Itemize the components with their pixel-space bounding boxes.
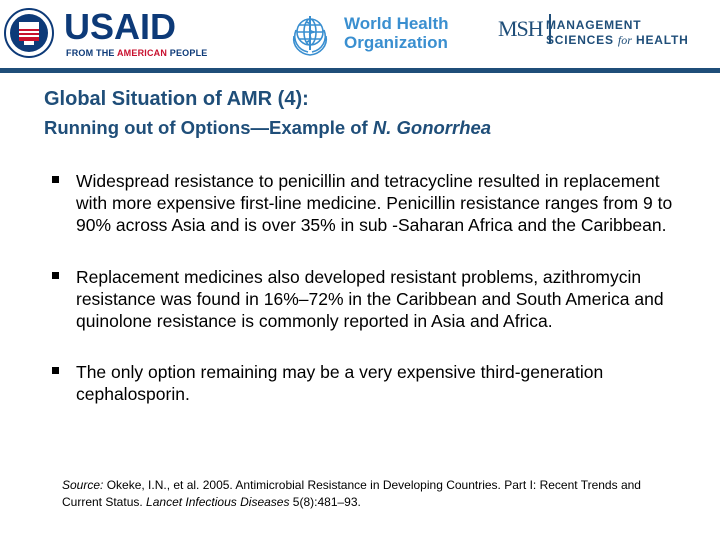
bullet-square-icon [52,272,59,279]
who-logo [286,10,456,58]
usaid-tagline: FROM THE AMERICAN PEOPLE [66,48,208,58]
usaid-logo [4,6,208,60]
bullet-item: Widespread resistance to penicillin and tetracycline resulted in replacement with more expensive first-line medicine. Penicillin resistance ranges from 9 to 90% across Asia and is over 35% in sub -Saharan Africa and the Caribbean. [48,170,688,236]
source-citation: Source: Okeke, I.N., et al. 2005. Antimicrobial Resistance in Developing Countries. Part I: Recent Trends and Current Status. Lancet Infectious Diseases 5(8):481–93. [62,478,641,509]
who-name [344,14,449,52]
bullet-item: Replacement medicines also developed resistant problems, azithromycin resistance was found in 16%–72% in the Caribbean and South America and quinolone resistance is commonly reported in Asia and Africa. [48,266,688,332]
who-emblem-icon [286,10,334,58]
msh-logo [498,14,718,54]
who-name-line1: World Health [344,14,449,33]
msh-name-line1: MANAGEMENT [546,18,642,32]
bullet-item: The only option remaining may be a very expensive third-generation cephalosporin. [48,361,688,405]
msh-name [546,18,689,48]
logo-bar [0,0,720,68]
slide-subtitle: Running out of Options—Example of N. Gonorrhea [44,117,492,138]
who-name-line2: Organization [344,33,448,52]
msh-mark: MSH [498,14,551,44]
bullet-square-icon [52,176,59,183]
slide-title: Global Situation of AMR (4): [44,88,309,110]
usaid-wordmark: USAID [64,6,177,47]
bullet-square-icon [52,367,59,374]
bullet-list [48,170,688,405]
msh-name-line2: SCIENCES for HEALTH [546,33,689,47]
usaid-seal-icon [4,8,54,58]
header-rule [0,68,720,73]
